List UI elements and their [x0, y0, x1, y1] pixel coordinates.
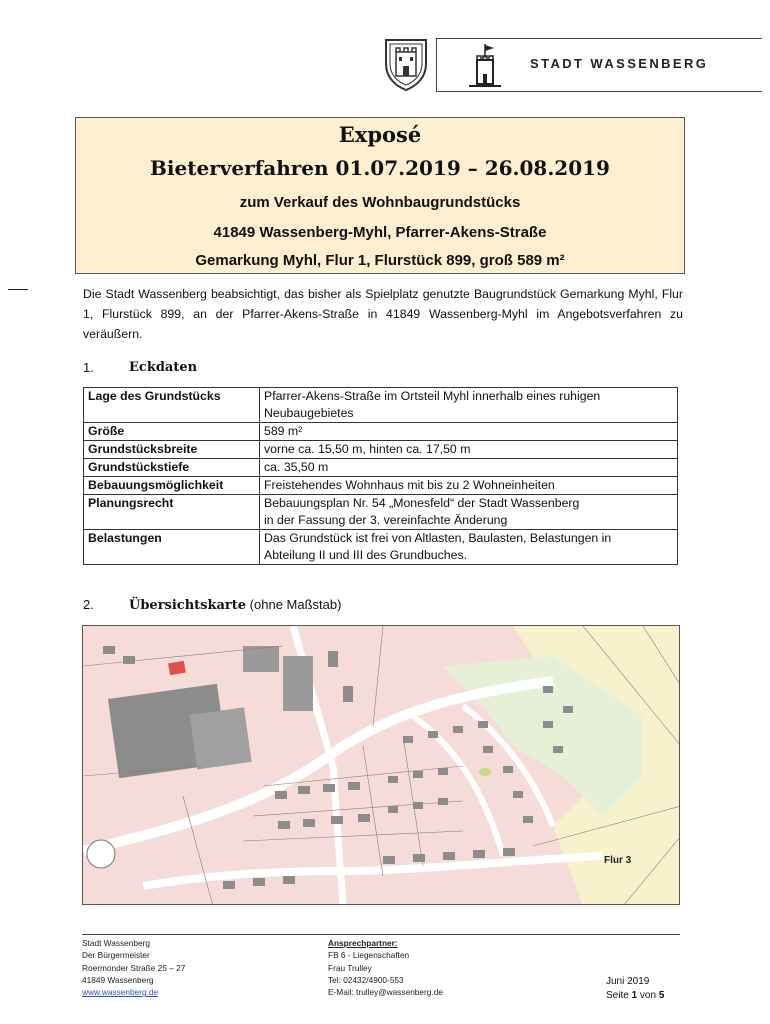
section-label-note: (ohne Maßstab) — [246, 597, 342, 612]
contact-email: E-Mail: trulley@wassenberg.de — [328, 987, 443, 998]
page-separator: von — [637, 990, 659, 1001]
table-row — [84, 423, 678, 441]
website-link[interactable]: www.wassenberg.de — [82, 987, 159, 998]
page-number — [606, 989, 664, 1003]
fact-value — [260, 388, 678, 423]
footer-address — [82, 937, 185, 998]
table-row — [84, 530, 678, 565]
section-number: 2. — [83, 597, 94, 612]
logo-divider — [436, 38, 437, 92]
section-label-text: Übersichtskarte — [129, 598, 247, 613]
title-box — [75, 117, 685, 274]
fact-label: Planungsrecht — [84, 495, 260, 530]
brand-name: STADT WASSENBERG — [530, 56, 709, 71]
fact-value: Freistehendes Wohnhaus mit bis zu 2 Wohneinheiten — [260, 477, 678, 495]
document-title: Exposé — [338, 122, 422, 147]
section-number: 1. — [83, 360, 94, 375]
fact-label: Grundstückstiefe — [84, 459, 260, 477]
table-row — [84, 388, 678, 423]
tower-icon — [468, 42, 502, 90]
footer-line: Stadt Wassenberg — [82, 938, 150, 948]
footer-date-page — [606, 975, 664, 1003]
fact-value: 589 m² — [260, 423, 678, 441]
fact-label: Lage des Grundstücks — [84, 388, 260, 423]
footer-date: Juni 2019 — [606, 976, 650, 987]
table-row — [84, 441, 678, 459]
table-row — [84, 459, 678, 477]
page-current: 1 — [631, 990, 638, 1001]
fact-value — [260, 530, 678, 565]
city-crest-logo — [382, 38, 430, 92]
footer-contact — [328, 937, 443, 998]
section-heading-eckdaten — [83, 360, 383, 378]
margin-mark — [8, 289, 28, 290]
fact-value-line: in der Fassung der 3. vereinfachte Änderung — [264, 513, 508, 527]
footer-line: FB 6 - Liegenschaften — [328, 950, 410, 961]
section-heading-uebersichtskarte — [83, 597, 483, 615]
page-prefix: Seite — [606, 990, 632, 1001]
fact-label: Belastungen — [84, 530, 260, 565]
footer-line: 41849 Wassenberg — [82, 974, 154, 985]
footer-line: Frau Trulley — [328, 962, 372, 973]
map-label-flur: Flur 3 — [604, 855, 632, 866]
fact-value — [260, 495, 678, 530]
bidding-period: Bieterverfahren 01.07.2019 – 26.08.2019 — [150, 156, 610, 180]
title-address: 41849 Wassenberg-Myhl, Pfarrer-Akens-Straße — [213, 224, 547, 241]
logo-frame-bottom — [436, 91, 762, 92]
footer-line: Der Bürgermeister — [82, 950, 150, 961]
fact-label: Größe — [84, 423, 260, 441]
footer-divider — [82, 934, 680, 935]
section-label — [129, 597, 341, 613]
table-row — [84, 477, 678, 495]
fact-value: vorne ca. 15,50 m, hinten ca. 17,50 m — [260, 441, 678, 459]
title-subline: zum Verkauf des Wohnbaugrundstücks — [239, 194, 521, 211]
fact-value-line: Neubaugebietes — [264, 406, 354, 420]
title-parcel: Gemarkung Myhl, Flur 1, Flurstück 899, groß 589 m² — [195, 252, 565, 269]
fact-value-line: Bebauungsplan Nr. 54 „Monesfeld“ der Stadt Wassenberg — [264, 496, 580, 510]
key-facts-table — [83, 387, 678, 565]
map-drawing — [83, 626, 680, 905]
fact-value-line: Das Grundstück ist frei von Altlasten, Baulasten, Belastungen in — [264, 531, 612, 545]
intro-paragraph: Die Stadt Wassenberg beabsichtigt, das bisher als Spielplatz genutzte Baugrundstück Gemarkung Myhl, Flur 1, Flurstück 899, an der Pfarrer-Akens-Straße in 41849 Wassenberg-Myhl im Angebotsverfahren zu veräußern. — [83, 287, 683, 341]
table-row — [84, 495, 678, 530]
fact-label: Grundstücksbreite — [84, 441, 260, 459]
logo-frame-top — [436, 38, 762, 39]
fact-value-line: Abteilung II und III des Grundbuches. — [264, 548, 468, 562]
fact-value: ca. 35,50 m — [260, 459, 678, 477]
page-total: 5 — [658, 990, 665, 1001]
footer-line: Tel: 02432/4900-553 — [328, 974, 404, 985]
overview-map — [82, 625, 680, 905]
section-label: Eckdaten — [129, 360, 198, 375]
fact-value-line: Pfarrer-Akens-Straße im Ortsteil Myhl innerhalb eines ruhigen — [264, 389, 601, 403]
footer-line: Roermonder Straße 25 – 27 — [82, 962, 186, 973]
contact-heading: Ansprechpartner: — [328, 938, 398, 948]
fact-label: Bebauungsmöglichkeit — [84, 477, 260, 495]
